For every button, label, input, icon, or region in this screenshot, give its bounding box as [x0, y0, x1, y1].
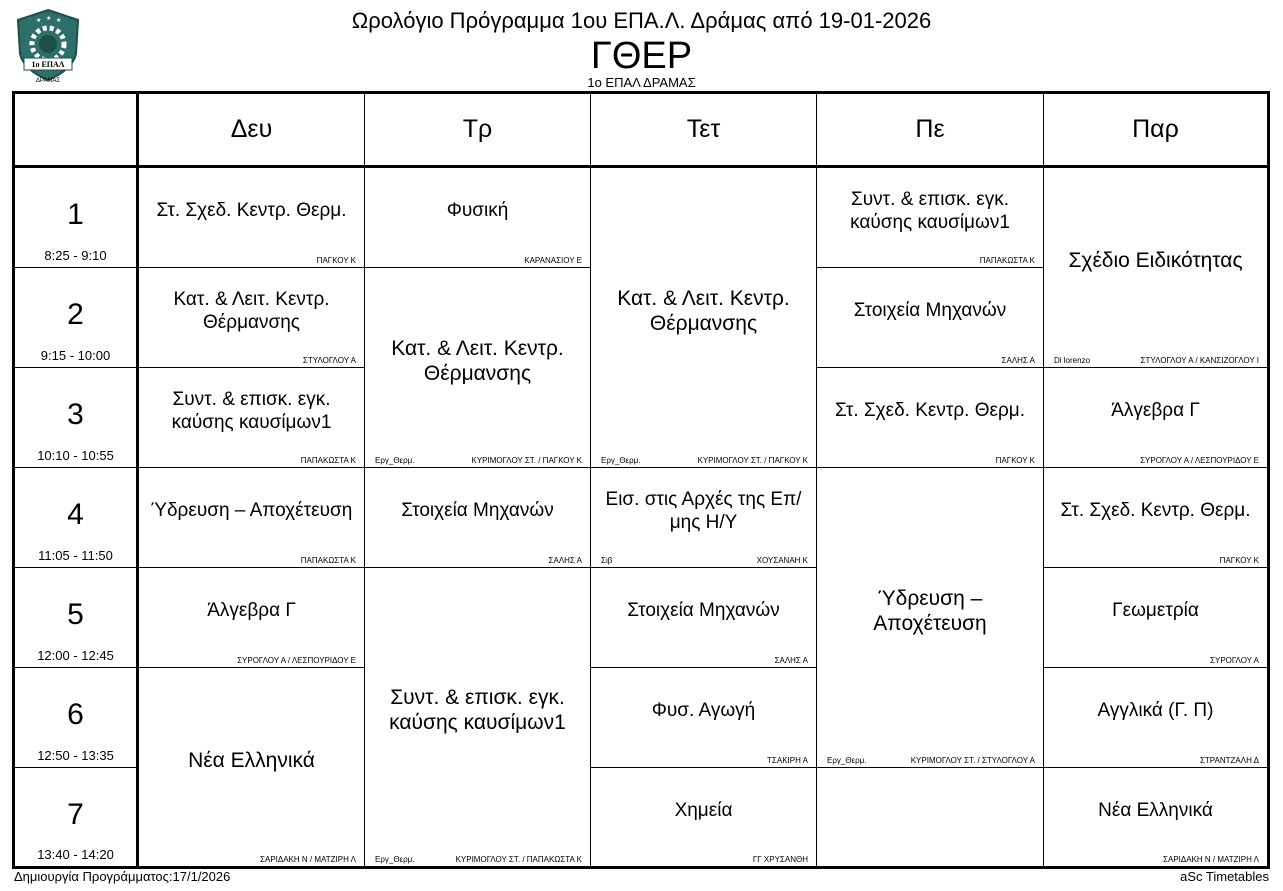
lesson-subject: Σχέδιο Ειδικότητας — [1068, 249, 1243, 272]
lesson-cell — [1044, 568, 1267, 668]
period-cell — [15, 568, 139, 668]
period-time: 11:05 - 11:50 — [38, 548, 113, 563]
lesson-teacher: ΣΑΡΙΔΑΚΗ Ν / ΜΑΤΖΙΡΗ Λ — [260, 855, 356, 864]
day-header: Πε — [817, 94, 1044, 168]
period-number: 5 — [67, 598, 84, 631]
lesson-subject: Στοιχεία Μηχανών — [853, 300, 1007, 321]
lesson-teacher: ΚΥΡΙΜΟΓΛΟΥ ΣΤ. / ΠΑΠΑΚΩΣΤΑ Κ — [455, 855, 582, 864]
lesson-room: Εργ_Θερμ. — [827, 756, 867, 765]
lesson-cell — [139, 668, 365, 866]
period-cell — [15, 668, 139, 768]
period-cell — [15, 368, 139, 468]
lesson-subject: Κατ. & Λειτ. Κεντρ. Θέρμανσης — [391, 336, 564, 385]
lesson-cell — [591, 768, 817, 866]
lesson-cell — [139, 268, 365, 368]
lesson-cell — [365, 468, 591, 568]
period-time: 9:15 - 10:00 — [40, 348, 111, 363]
lesson-cell — [139, 168, 365, 268]
lesson-teacher: ΚΥΡΙΜΟΓΛΟΥ ΣΤ. / ΠΑΓΚΟΥ Κ — [697, 456, 808, 465]
day-header: Τρ — [365, 94, 591, 168]
corner-cell — [15, 94, 139, 168]
lesson-room: Εργ_Θερμ. — [375, 456, 415, 465]
lesson-cell — [365, 268, 591, 468]
lesson-cell — [591, 468, 817, 568]
lesson-cell — [817, 768, 1044, 866]
period-number: 7 — [67, 798, 84, 831]
lesson-teacher: ΧΟΥΣΑΝΑΗ Κ — [756, 556, 808, 565]
lesson-teacher: ΣΑΛΗΣ Α — [548, 556, 582, 565]
lesson-subject: Συντ. & επισκ. εγκ. καύσης καυσίμων1 — [389, 686, 566, 734]
lesson-cell — [365, 568, 591, 866]
lesson-cell — [365, 168, 591, 268]
lesson-room: Εργ_Θερμ. — [601, 456, 641, 465]
page-title: Ωρολόγιο Πρόγραμμα 1ου ΕΠΑ.Λ. Δράμας από 19-01-2026 — [351, 8, 932, 33]
lesson-teacher: ΓΓ ΧΡΥΣΑΝΘΗ — [752, 855, 808, 864]
lesson-subject: Άλγεβρα Γ — [207, 600, 296, 621]
lesson-teacher: ΣΥΡΟΓΛΟΥ Α — [1210, 656, 1259, 665]
lesson-teacher: ΤΣΑΚΙΡΗ Α — [767, 756, 808, 765]
lesson-subject: Ύδρευση – Αποχέτευση — [873, 586, 987, 635]
lesson-teacher: ΚΥΡΙΜΟΓΛΟΥ ΣΤ. / ΣΤΥΛΟΓΛΟΥ Α — [910, 756, 1035, 765]
timetable-grid — [12, 91, 1270, 869]
lesson-teacher: ΚΑΡΑΝΑΣΙΟΥ Ε — [524, 256, 582, 265]
lesson-teacher: ΠΑΠΑΚΩΣΤΑ Κ — [300, 456, 356, 465]
lesson-room: Di lorenzo — [1054, 356, 1091, 365]
period-time: 12:00 - 12:45 — [37, 648, 114, 663]
lesson-subject: Αγγλικά (Γ. Π) — [1097, 700, 1214, 721]
lesson-teacher: ΠΑΓΚΟΥ Κ — [316, 256, 356, 265]
day-header: Τετ — [591, 94, 817, 168]
lesson-subject: Ύδρευση – Αποχέτευση — [150, 500, 353, 521]
lesson-room: Σιβ — [601, 556, 613, 565]
lesson-cell — [817, 168, 1044, 268]
lesson-subject: Συντ. & επισκ. εγκ. καύσης καυσίμων1 — [171, 388, 332, 433]
lesson-cell — [591, 668, 817, 768]
svg-text:★: ★ — [36, 18, 42, 24]
lesson-subject: Εισ. στις Αρχές της Επ/μης Η/Υ — [605, 488, 802, 533]
lesson-cell — [817, 368, 1044, 468]
lesson-room: Εργ_Θερμ. — [375, 855, 415, 864]
lesson-cell — [1044, 168, 1267, 368]
lesson-subject: Νέα Ελληνικά — [188, 748, 315, 772]
lesson-cell — [1044, 668, 1267, 768]
day-header: Δευ — [139, 94, 365, 168]
lesson-subject: Χημεία — [674, 799, 733, 821]
svg-text:★: ★ — [56, 18, 62, 24]
lesson-subject: Στοιχεία Μηχανών — [401, 500, 554, 521]
lesson-subject: Γεωμετρία — [1112, 600, 1199, 621]
lesson-teacher: ΣΤΥΛΟΓΛΟΥ Α — [302, 356, 356, 365]
lesson-teacher: ΣΑΛΗΣ Α — [774, 656, 808, 665]
lesson-teacher: ΠΑΓΚΟΥ Κ — [995, 456, 1035, 465]
lesson-cell — [1044, 768, 1267, 866]
period-cell — [15, 168, 139, 268]
period-number: 1 — [67, 198, 84, 231]
lesson-subject: Κατ. & Λειτ. Κεντρ. Θέρμανσης — [173, 288, 330, 333]
lesson-cell — [817, 268, 1044, 368]
class-name: ΓΘΕΡ — [590, 35, 693, 77]
lesson-cell — [591, 568, 817, 668]
lesson-subject: Φυσική — [446, 200, 509, 221]
period-time: 12:50 - 13:35 — [37, 748, 114, 763]
lesson-cell — [817, 468, 1044, 768]
period-cell — [15, 468, 139, 568]
lesson-teacher: ΣΑΡΙΔΑΚΗ Ν / ΜΑΤΖΙΡΗ Λ — [1163, 855, 1259, 864]
lesson-subject: Φυσ. Αγωγή — [651, 700, 756, 721]
lesson-subject: Νέα Ελληνικά — [1098, 799, 1213, 821]
lesson-subject: Στ. Σχεδ. Κεντρ. Θερμ. — [1060, 500, 1251, 521]
period-time: 8:25 - 9:10 — [44, 248, 107, 263]
lesson-subject: Άλγεβρα Γ — [1111, 400, 1200, 421]
period-cell — [15, 768, 139, 866]
lesson-cell — [591, 168, 817, 468]
lesson-cell — [139, 468, 365, 568]
svg-text:★: ★ — [46, 16, 52, 22]
school-name: 1ο ΕΠΑΛ ΔΡΑΜΑΣ — [587, 75, 696, 90]
lesson-teacher: ΠΑΠΑΚΩΣΤΑ Κ — [300, 556, 356, 565]
lesson-subject: Κατ. & Λειτ. Κεντρ. Θέρμανσης — [617, 286, 790, 335]
period-time: 13:40 - 14:20 — [37, 847, 114, 862]
lesson-cell — [1044, 368, 1267, 468]
logo-subtext: ΔΡΑΜΑΣ — [35, 78, 61, 84]
creation-date: Δημιουργία Προγράμματος:17/1/2026 — [14, 869, 231, 884]
lesson-cell — [139, 568, 365, 668]
lesson-cell — [1044, 468, 1267, 568]
lesson-teacher: ΣΤΡΑΝΤΖΑΛΗ Δ — [1199, 756, 1259, 765]
lesson-subject: Συντ. & επισκ. εγκ. καύσης καυσίμων1 — [850, 188, 1010, 233]
software-credit: aSc Timetables — [1180, 869, 1269, 884]
lesson-subject: Στ. Σχεδ. Κεντρ. Θερμ. — [834, 400, 1026, 421]
period-time: 10:10 - 10:55 — [37, 448, 114, 463]
lesson-teacher: ΣΑΛΗΣ Α — [1001, 356, 1035, 365]
period-number: 2 — [67, 298, 84, 331]
period-number: 6 — [67, 698, 84, 731]
lesson-subject: Στοιχεία Μηχανών — [627, 600, 780, 621]
day-header: Παρ — [1044, 94, 1267, 168]
lesson-teacher: ΣΤΥΛΟΓΛΟΥ Α / ΚΑΝΣΙΖΟΓΛΟΥ Ι — [1140, 356, 1259, 365]
lesson-teacher: ΠΑΓΚΟΥ Κ — [1219, 556, 1259, 565]
period-number: 4 — [67, 498, 84, 531]
lesson-teacher: ΚΥΡΙΜΟΓΛΟΥ ΣΤ. / ΠΑΓΚΟΥ Κ — [471, 456, 582, 465]
logo-text: 1ο ΕΠΑΛ — [31, 60, 65, 69]
lesson-teacher: ΠΑΠΑΚΩΣΤΑ Κ — [979, 256, 1035, 265]
period-number: 3 — [67, 398, 84, 431]
lesson-teacher: ΣΥΡΟΓΛΟΥ Α / ΛΕΣΠΟΥΡΙΔΟΥ Ε — [237, 656, 356, 665]
period-cell — [15, 268, 139, 368]
lesson-subject — [823, 768, 1037, 852]
lesson-cell — [139, 368, 365, 468]
lesson-subject: Στ. Σχεδ. Κεντρ. Θερμ. — [156, 200, 347, 221]
lesson-teacher: ΣΥΡΟΓΛΟΥ Α / ΛΕΣΠΟΥΡΙΔΟΥ Ε — [1140, 456, 1259, 465]
